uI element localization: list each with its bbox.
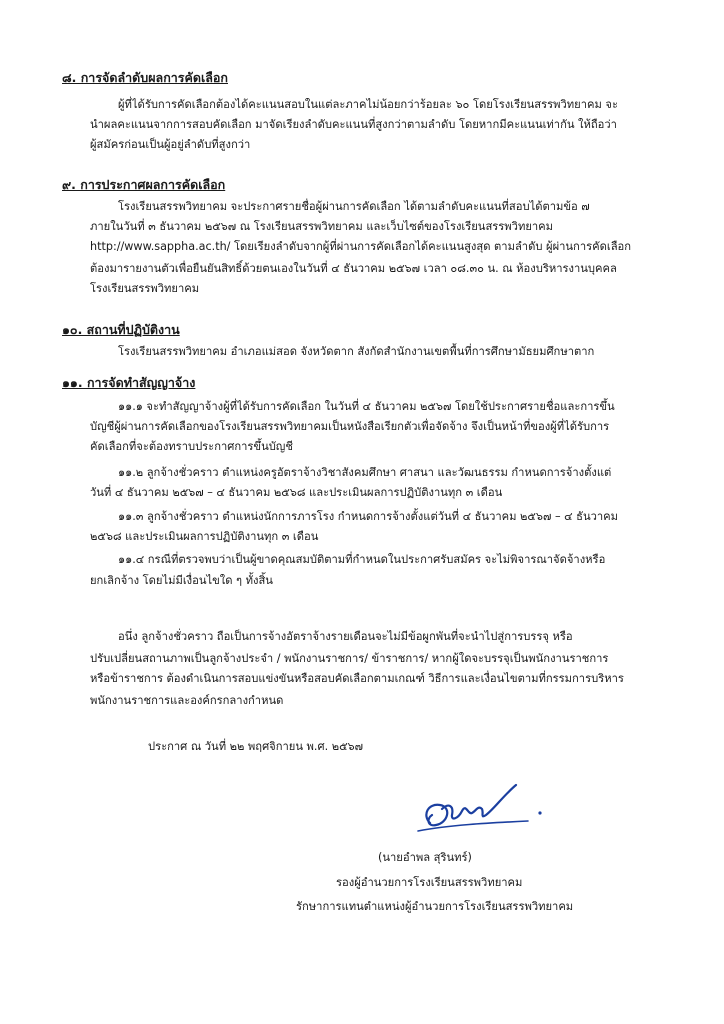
section-11-heading: ๑๑. การจัดทำสัญญาจ้าง [62, 375, 196, 390]
section-9-line: โรงเรียนสรรพวิทยาคม จะประกาศรายชื่อผู้ผ่านการคัดเลือก ได้ตามลำดับคะแนนที่สอบได้ตามข้อ ๗ [118, 200, 590, 213]
note-line: อนึ่ง ลูกจ้างชั่วคราว ถือเป็นการจ้างอัตราจ้างรายเดือนจะไม่มีข้อผูกพันที่จะนำไปสู่การบรรจุ หรือ [118, 630, 573, 643]
section-8-line: ผู้ที่ได้รับการคัดเลือกต้องได้คะแนนสอบในแต่ละภาคไม่น้อยกว่าร้อยละ ๖๐ โดยโรงเรียนสรรพวิทยาคม จะ [118, 98, 618, 111]
section-8-heading: ๘. การจัดลำดับผลการคัดเลือก [62, 70, 228, 85]
section-9-heading: ๙. การประกาศผลการคัดเลือก [62, 177, 226, 192]
section-11-line: ๒๕๖๘ และประเมินผลการปฏิบัติงานทุก ๓ เดือน [90, 530, 319, 543]
section-9-line: ภายในวันที่ ๓ ธันวาคม ๒๕๖๗ ณ โรงเรียนสรรพวิทยาคม และเว็บไซต์ของโรงเรียนสรรพวิทยาคม [90, 220, 554, 233]
signer-name: (นายอำพล สุรินทร์) [378, 851, 472, 864]
note-line: ปรับเปลี่ยนสถานภาพเป็นลูกจ้างประจำ / พนักงานราชการ/ ข้าราชการ/ หากผู้ใดจะบรรจุเป็นพนักงานราชการ [90, 652, 609, 665]
section-11-line: คัดเลือกที่จะต้องทราบประกาศการขึ้นบัญชี [90, 440, 293, 453]
section-11-line: ๑๑.๔ กรณีที่ตรวจพบว่าเป็นผู้ขาดคุณสมบัติตามที่กำหนดในประกาศรับสมัคร จะไม่พิจารณาจัดจ้างหรือ [118, 553, 606, 566]
section-11-line: วันที่ ๔ ธันวาคม ๒๕๖๗ – ๔ ธันวาคม ๒๕๖๘ และประเมินผลการปฏิบัติงานทุก ๓ เดือน [90, 486, 503, 499]
section-11-line: ๑๑.๑ จะทำสัญญาจ้างผู้ที่ได้รับการคัดเลือก ในวันที่ ๔ ธันวาคม ๒๕๖๗ โดยใช้ประกาศรายชื่อและการขึ้น [118, 400, 615, 413]
section-10-line: โรงเรียนสรรพวิทยาคม อำเภอแม่สอด จังหวัดตาก สังกัดสำนักงานเขตพื้นที่การศึกษามัธยมศึกษาตาก [118, 345, 595, 358]
signer-acting-position: รักษาการแทนตำแหน่งผู้อำนวยการโรงเรียนสรรพวิทยาคม [296, 900, 574, 913]
section-8-line: นำผลคะแนนจากการสอบคัดเลือก มาจัดเรียงลำดับคะแนนที่สูงกว่าตามลำดับ โดยหากมีคะแนนเท่ากัน ให้ถือว่า [90, 118, 617, 131]
section-11-line: บัญชีผู้ผ่านการคัดเลือกของโรงเรียนสรรพวิทยาคมเป็นหนังสือเรียกตัวเพื่อจัดจ้าง จึงเป็นหน้าที่ของผู้ที่ได้รับการ [90, 420, 610, 433]
section-11-line: ๑๑.๓ ลูกจ้างชั่วคราว ตำแหน่งนักการภารโรง กำหนดการจ้างตั้งแต่วันที่ ๔ ธันวาคม ๒๕๖๗ – ๔ ธันวาคม [118, 510, 619, 523]
note-line: หรือข้าราชการ ต้องดำเนินการสอบแข่งขันหรือสอบคัดเลือกตามเกณฑ์ วิธีการและเงื่อนไขตามที่กรรมการบริหาร [90, 672, 624, 685]
section-9-line: โรงเรียนสรรพวิทยาคม [90, 282, 200, 295]
section-11-line: ๑๑.๒ ลูกจ้างชั่วคราว ตำแหน่งครูอัตราจ้างวิชาสังคมศึกษา ศาสนา และวัฒนธรรม กำหนดการจ้างตั้งแต่ [118, 466, 612, 479]
signer-position: รองผู้อำนวยการโรงเรียนสรรพวิทยาคม [336, 876, 523, 889]
handwritten-signature [408, 775, 558, 845]
announcement-date: ประกาศ ณ วันที่ ๒๒ พฤศจิกายน พ.ศ. ๒๕๖๗ [148, 740, 364, 753]
note-line: พนักงานราชการและองค์กรกลางกำหนด [90, 694, 284, 707]
section-8-line: ผู้สมัครก่อนเป็นผู้อยู่ลำดับที่สูงกว่า [90, 138, 251, 151]
section-11-line: ยกเลิกจ้าง โดยไม่มีเงื่อนไขใด ๆ ทั้งสิ้น [90, 574, 273, 587]
section-9-line: http://www.sappha.ac.th/ โดยเรียงลำดับจากผู้ที่ผ่านการคัดเลือกได้คะแนนสูงสุด ตามลำดับ ผู้ผ่านการคัดเลือก [90, 240, 632, 253]
section-9-line: ต้องมารายงานตัวเพื่อยืนยันสิทธิ์ด้วยตนเองในวันที่ ๔ ธันวาคม ๒๕๖๗ เวลา ๐๘.๓๐ น. ณ ห้องบริหารงานบุคคล [90, 262, 617, 275]
section-10-heading: ๑๐. สถานที่ปฏิบัติงาน [62, 322, 180, 337]
